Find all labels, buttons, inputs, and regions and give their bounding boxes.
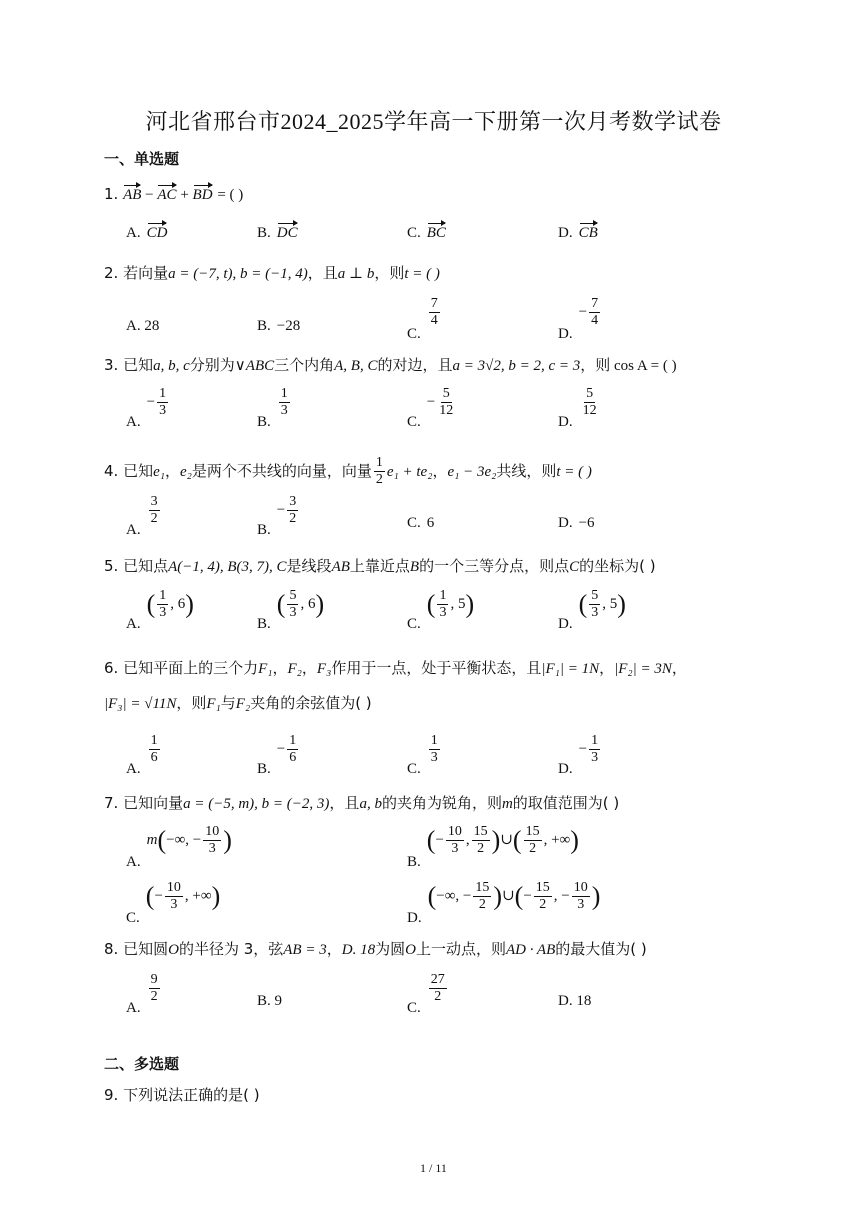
option-c[interactable]: C.− $\frac{5}{12}$ bbox=[407, 386, 454, 430]
option-c[interactable]: C.(− $\frac{10}{3}$ , +∞) bbox=[126, 880, 221, 926]
option-d[interactable]: D. CB bbox=[558, 221, 598, 242]
question-7: 7. 已知向量a = (−5, m), b = (−2, 3)，且a, b的夹角为锐角，则m的取值范围为( ) bbox=[104, 794, 620, 812]
page-title: 河北省邢台市2024_2025学年高一下册第一次月考数学试卷 bbox=[145, 109, 722, 134]
option-c[interactable]: C. BC bbox=[407, 221, 446, 242]
option-b[interactable]: B.− $\frac{1}{6}$ bbox=[257, 733, 297, 777]
question-2: 2. 若向量a = (−7, t), b = (−1, 4)，且a ⊥ b，则t = ( ) bbox=[104, 264, 440, 282]
section-heading-multi: 二、多选题 bbox=[104, 1055, 180, 1073]
option-b[interactable]: B.(− $\frac{10}{3}$ , $\frac{15}{2}$ )∪( $\frac{15}{2}$ , +∞) bbox=[407, 824, 579, 870]
question-4: 4. 已知e₁，e₂是两个不共线的向量，向量 $\frac{1}{2}$ e₁ + te₂，e₁ − 3e₂共线，则t = ( ) bbox=[104, 455, 592, 487]
question-6: 6. 已知平面上的三个力F₁，F₂，F₃作用于一点，处于平衡状态，且|F₁| = 1N，|F₂| = 3N， bbox=[104, 659, 687, 677]
option-c[interactable]: C. $\frac{1}{3}$ bbox=[407, 733, 438, 777]
option-b[interactable]: B.− $\frac{3}{2}$ bbox=[257, 494, 297, 538]
option-c[interactable]: C. 6 bbox=[407, 515, 435, 531]
question-6-line-2: |F₃| = √11N，则F₁与F₂夹角的余弦值为( ) bbox=[104, 694, 372, 712]
vector-ac: AC bbox=[157, 183, 176, 204]
question-3: 3. 已知a, b, c分别为∨ABC三个内角A, B, C的对边，且a = 3√2, b = 2, c = 3，则 cos A = ( ) bbox=[104, 356, 677, 374]
option-a[interactable]: A. $\frac{9}{2}$ bbox=[126, 972, 158, 1016]
option-c[interactable]: C.( $\frac{1}{3}$ , 5) bbox=[407, 588, 475, 632]
option-d[interactable]: D.(−∞, − $\frac{15}{2}$ )∪(− $\frac{15}{2}$ , − $\frac{10}{3}$ ) bbox=[407, 880, 601, 926]
option-d[interactable]: D. 18 bbox=[558, 993, 592, 1009]
option-a[interactable]: A.− $\frac{1}{3}$ bbox=[126, 386, 167, 430]
option-b[interactable]: B. DC bbox=[257, 221, 298, 242]
vector-ab: AB bbox=[123, 183, 141, 204]
option-d[interactable]: D. −6 bbox=[558, 515, 595, 531]
option-a[interactable]: A. 28 bbox=[126, 318, 160, 334]
section-heading-single: 一、单选题 bbox=[104, 150, 180, 168]
option-b[interactable]: B. $\frac{1}{3}$ bbox=[257, 386, 288, 430]
option-c[interactable]: C. $\frac{7}{4}$ bbox=[407, 296, 438, 342]
option-d[interactable]: D.− $\frac{7}{4}$ bbox=[558, 296, 599, 342]
option-a[interactable]: A.m(−∞, − $\frac{10}{3}$ ) bbox=[126, 824, 232, 870]
option-d[interactable]: D.− $\frac{1}{3}$ bbox=[558, 733, 599, 777]
question-number: 1. bbox=[104, 185, 119, 203]
option-c[interactable]: C. $\frac{27}{2}$ bbox=[407, 972, 445, 1016]
question-9: 9. 下列说法正确的是( ) bbox=[104, 1086, 260, 1104]
option-a[interactable]: A.( $\frac{1}{3}$ , 6) bbox=[126, 588, 194, 632]
option-d[interactable]: D. $\frac{5}{12}$ bbox=[558, 386, 597, 430]
question-8: 8. 已知圆O的半径为 3，弦AB = 3，D. 18为圆O上一动点，则AD · AB的最大值为( ) bbox=[104, 940, 647, 958]
question-1: 1. AB − AC + BD = ( ) bbox=[104, 185, 244, 203]
option-d[interactable]: D.( $\frac{5}{3}$ , 5) bbox=[558, 588, 626, 632]
option-a[interactable]: A. $\frac{1}{6}$ bbox=[126, 733, 158, 777]
question-5: 5. 已知点A(−1, 4), B(3, 7), C是线段AB上靠近点B的一个三等分点，则点C的坐标为( ) bbox=[104, 557, 656, 575]
option-a[interactable]: A. $\frac{3}{2}$ bbox=[126, 494, 158, 538]
option-b[interactable]: B. −28 bbox=[257, 318, 301, 334]
vector-bd: BD bbox=[193, 183, 213, 204]
option-a[interactable]: A. CD bbox=[126, 221, 167, 242]
page-number: 1 / 11 bbox=[420, 1161, 447, 1175]
option-b[interactable]: B.( $\frac{5}{3}$ , 6) bbox=[257, 588, 325, 632]
option-b[interactable]: B. 9 bbox=[257, 993, 283, 1009]
